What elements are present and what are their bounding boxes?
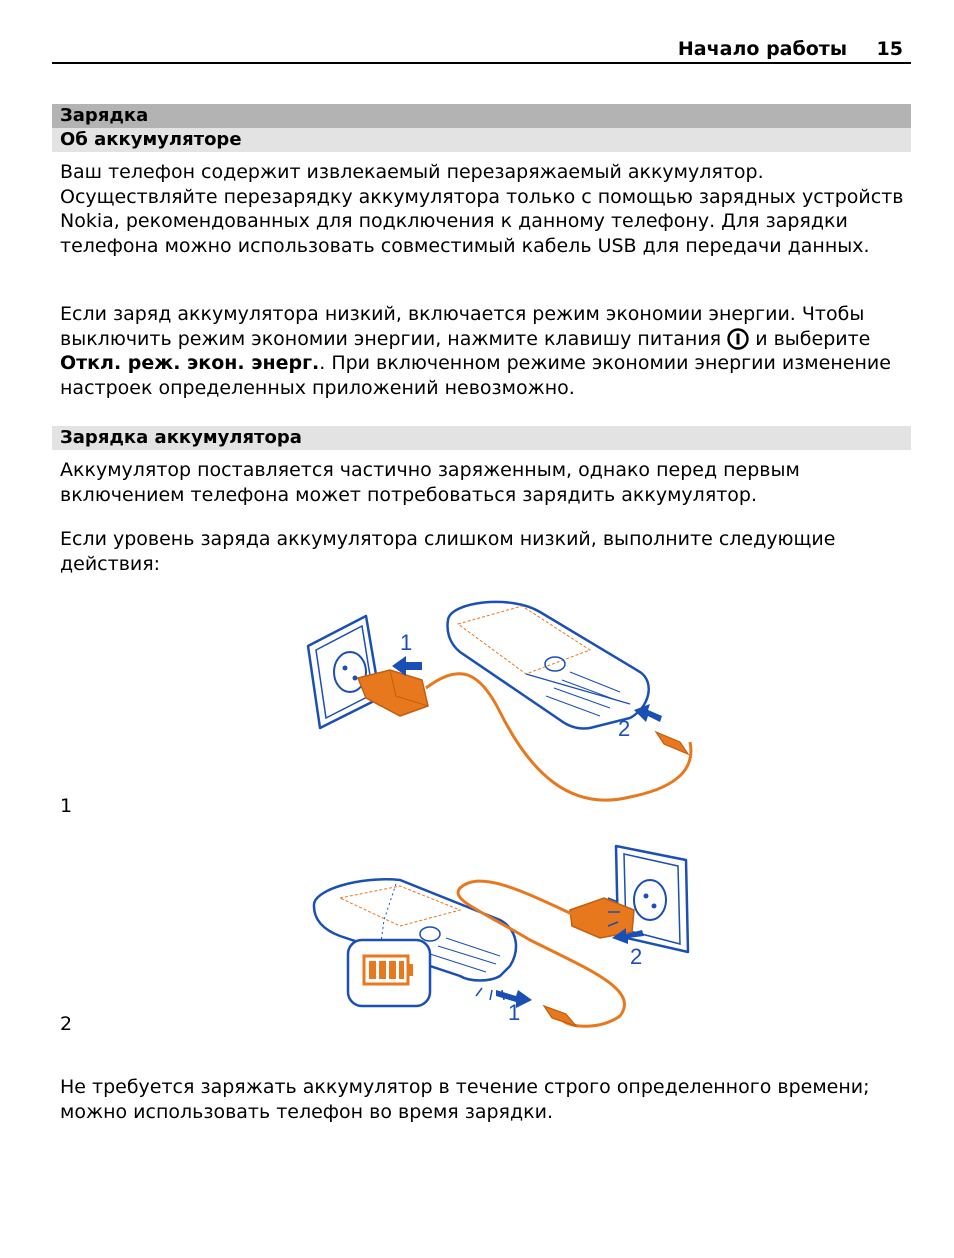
charging-paragraph-2: Если уровень заряда аккумулятора слишком низкий, выполните следующие действия:	[60, 528, 836, 575]
about-paragraph-1: Ваш телефон содержит извлекаемый перезаряжаемый аккумулятор. Осуществляйте перезарядку аккумулятора только с помощью зарядных устройств Nokia, рекомендованных для подключения к данному телефону. Для зарядки телефона можно использовать совместимый кабель USB для передачи данных.	[60, 161, 904, 257]
power-key-icon	[727, 328, 749, 350]
fig1-step-2: 2	[618, 716, 631, 741]
figure-disconnect-charger	[300, 840, 700, 1035]
figure-2-label: 2	[60, 1013, 73, 1035]
power-saving-off-option: Откл. реж. экон. энерг.	[60, 352, 320, 374]
header-section-title: Начало работы	[677, 38, 847, 60]
wall-socket-icon	[308, 616, 380, 728]
charging-heading: Зарядка аккумулятора	[52, 426, 911, 450]
charger-icon	[358, 670, 428, 716]
page-number: 15	[876, 38, 903, 60]
about-p2-text-start: Если заряд аккумулятора низкий, включается режим экономии энергии. Чтобы выключить режим экономии энергии, нажмите клавишу питания	[60, 303, 865, 350]
about-paragraph-2	[60, 302, 910, 400]
fig2-step-1: 1	[508, 1000, 521, 1025]
page-header	[52, 38, 911, 64]
fig1-step-1: 1	[400, 630, 413, 655]
phone-icon	[448, 602, 649, 729]
battery-icon	[348, 940, 430, 1006]
fig2-step-2: 2	[630, 944, 643, 969]
about-p2-text-end: . При включенном режиме экономии энергии изменение настроек определенных приложений невозможно.	[60, 352, 891, 399]
figure-1-label: 1	[60, 795, 73, 817]
figure-connect-charger	[300, 592, 700, 814]
usb-plug-icon	[656, 732, 688, 754]
about-battery-heading: Об аккумуляторе	[52, 128, 911, 152]
charging-paragraph-3: Не требуется заряжать аккумулятор в течение строго определенного времени; можно использовать телефон во время зарядки.	[60, 1076, 870, 1123]
about-p2-text-mid: и выберите	[749, 327, 871, 350]
usb-plug-icon	[544, 1006, 576, 1026]
main-heading: Зарядка	[52, 104, 911, 128]
charging-paragraph-1: Аккумулятор поставляется частично заряженным, однако перед первым включением телефона может потребоваться зарядить аккумулятор.	[60, 459, 800, 506]
